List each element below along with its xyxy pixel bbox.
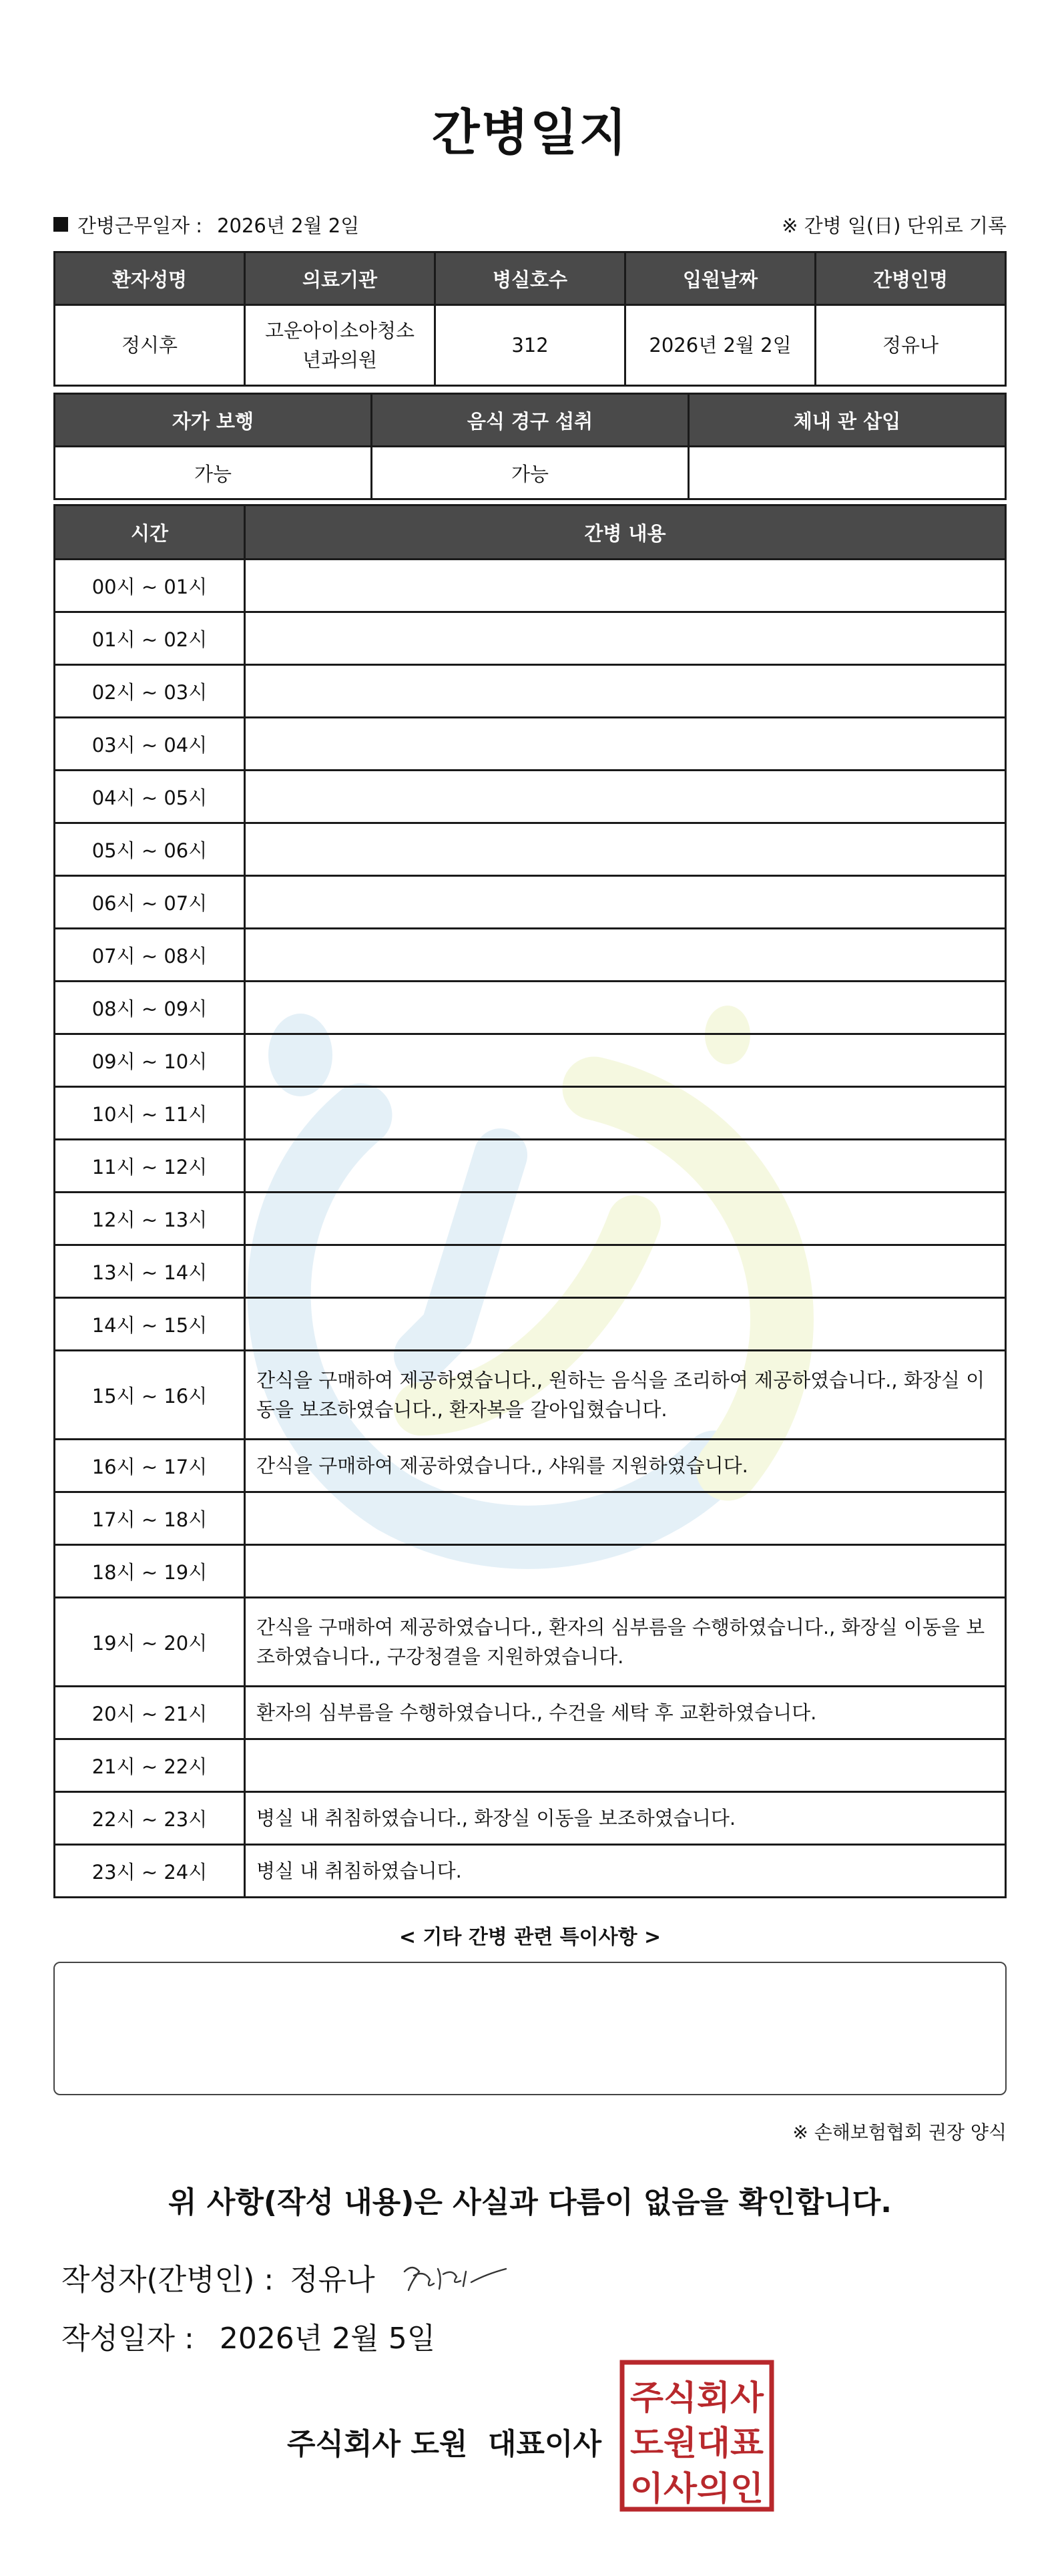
unit-note: ※ 간병 일(日) 단위로 기록 (782, 214, 1007, 237)
work-date-label: 간병근무일자 : (77, 214, 203, 237)
care-log-content: 병실 내 취침하였습니다. (245, 1845, 1006, 1898)
care-log-time: 05시 ~ 06시 (55, 823, 245, 876)
care-log-content (245, 823, 1006, 876)
care-log-header-row (55, 505, 1006, 560)
care-log-content (245, 665, 1006, 718)
care-log-time: 03시 ~ 04시 (55, 718, 245, 771)
care-log-row (55, 1087, 1006, 1140)
tube-insertion-value (689, 447, 1006, 499)
care-log-row (55, 1545, 1006, 1598)
care-log-row (55, 1845, 1006, 1898)
care-log-row (55, 876, 1006, 929)
care-log-row (55, 1492, 1006, 1545)
care-log-content (245, 560, 1006, 612)
care-log-time: 04시 ~ 05시 (55, 771, 245, 823)
care-log-time: 00시 ~ 01시 (55, 560, 245, 612)
care-log-content (245, 1193, 1006, 1245)
care-log-row (55, 982, 1006, 1034)
patient-name-value: 정시후 (55, 305, 245, 386)
care-log-time: 01시 ~ 02시 (55, 612, 245, 665)
care-log-time: 16시 ~ 17시 (55, 1440, 245, 1492)
care-log-content: 간식을 구매하여 제공하였습니다., 환자의 심부름을 수행하였습니다., 화장실 이동을 보조하였습니다., 구강청결을 지원하였습니다. (245, 1598, 1006, 1687)
source-note: ※ 손해보험협회 권장 양식 (792, 2121, 1007, 2143)
handwritten-signature-icon (399, 2257, 513, 2297)
care-log-time: 14시 ~ 15시 (55, 1298, 245, 1351)
care-log-content (245, 718, 1006, 771)
admission-date-value: 2026년 2월 2일 (625, 305, 816, 386)
care-log-row (55, 929, 1006, 982)
company-seal-icon (619, 2360, 774, 2512)
care-log-row (55, 1792, 1006, 1845)
care-log-time: 15시 ~ 16시 (55, 1351, 245, 1440)
patient-info-header-row (55, 252, 1006, 305)
care-log-content (245, 1087, 1006, 1140)
svg-text:주식회사: 주식회사 (630, 2378, 764, 2417)
care-log-row (55, 823, 1006, 876)
header-oral-intake: 음식 경구 섭취 (372, 394, 689, 447)
care-log-content (245, 982, 1006, 1034)
square-bullet-icon (53, 217, 68, 232)
header-room-number: 병실호수 (435, 252, 625, 305)
care-log-content (245, 1034, 1006, 1087)
care-log-content: 병실 내 취침하였습니다., 화장실 이동을 보조하였습니다. (245, 1792, 1006, 1845)
confirmation-statement: 위 사항(작성 내용)은 사실과 다름이 없음을 확인합니다. (168, 2185, 892, 2219)
care-log-row (55, 771, 1006, 823)
care-log-row (55, 1598, 1006, 1687)
care-log-row (55, 1193, 1006, 1245)
care-log-row (55, 1351, 1006, 1440)
care-log-time: 20시 ~ 21시 (55, 1687, 245, 1739)
svg-text:도원대표: 도원대표 (630, 2424, 764, 2462)
meta-row (53, 211, 1007, 238)
header-self-walking: 자가 보행 (55, 394, 372, 447)
care-log-content (245, 1140, 1006, 1193)
care-log-time: 02시 ~ 03시 (55, 665, 245, 718)
care-log-content: 간식을 구매하여 제공하였습니다., 원하는 음식을 조리하여 제공하였습니다., 화장실 이동을 보조하였습니다., 환자복을 갈아입혔습니다. (245, 1351, 1006, 1440)
care-log-content: 간식을 구매하여 제공하였습니다., 샤워를 지원하였습니다. (245, 1440, 1006, 1492)
status-header-row (55, 394, 1006, 447)
care-log-time: 22시 ~ 23시 (55, 1792, 245, 1845)
header-patient-name: 환자성명 (55, 252, 245, 305)
header-caregiver-name: 간병인명 (816, 252, 1006, 305)
care-log-row (55, 1687, 1006, 1739)
status-value-row (55, 447, 1006, 499)
care-log-row (55, 612, 1006, 665)
notes-content (55, 1963, 1005, 1984)
caregiver-name-value: 정유나 (816, 305, 1006, 386)
care-log-row (55, 560, 1006, 612)
care-log-content (245, 876, 1006, 929)
care-log-row (55, 1440, 1006, 1492)
care-log-row (55, 1245, 1006, 1298)
work-date-value: 2026년 2월 2일 (217, 214, 360, 237)
care-log-time: 23시 ~ 24시 (55, 1845, 245, 1898)
care-log-row (55, 1298, 1006, 1351)
care-log-row (55, 718, 1006, 771)
care-log-time: 07시 ~ 08시 (55, 929, 245, 982)
care-log-body (55, 560, 1006, 1898)
care-log-content (245, 1739, 1006, 1792)
care-log-row (55, 1140, 1006, 1193)
patient-info-value-row (55, 305, 1006, 386)
care-log-content (245, 612, 1006, 665)
care-log-content (245, 771, 1006, 823)
care-log-time: 11시 ~ 12시 (55, 1140, 245, 1193)
care-log-table (53, 504, 1007, 1898)
notes-title: < 기타 간병 관련 특이사항 > (399, 1926, 661, 1949)
header-tube-insertion: 체내 관 삽입 (689, 394, 1006, 447)
care-log-content (245, 1245, 1006, 1298)
care-log-time: 18시 ~ 19시 (55, 1545, 245, 1598)
document-title: 간병일지 (432, 104, 628, 162)
notes-box (53, 1962, 1007, 2095)
care-log-time: 09시 ~ 10시 (55, 1034, 245, 1087)
care-log-row (55, 1739, 1006, 1792)
company-representative: 주식회사 도원 대표이사 (287, 2427, 601, 2461)
care-log-content (245, 1545, 1006, 1598)
header-institution: 의료기관 (245, 252, 435, 305)
care-log-content (245, 929, 1006, 982)
header-time: 시간 (55, 505, 245, 560)
self-walking-value: 가능 (55, 447, 372, 499)
care-log-content: 환자의 심부름을 수행하였습니다., 수건을 세탁 후 교환하였습니다. (245, 1687, 1006, 1739)
care-log-time: 06시 ~ 07시 (55, 876, 245, 929)
care-log-time: 08시 ~ 09시 (55, 982, 245, 1034)
writer-line (61, 2256, 513, 2298)
care-log-time: 21시 ~ 22시 (55, 1739, 245, 1792)
care-log-time: 19시 ~ 20시 (55, 1598, 245, 1687)
care-log-content (245, 1298, 1006, 1351)
writer-label: 작성자(간병인) : (61, 2263, 274, 2297)
written-date-line (61, 2314, 435, 2357)
work-date (53, 211, 359, 238)
care-log-row (55, 1034, 1006, 1087)
care-log-content (245, 1492, 1006, 1545)
svg-text:이사의인: 이사의인 (630, 2469, 764, 2508)
room-number-value: 312 (435, 305, 625, 386)
written-date-value: 2026년 2월 5일 (219, 2322, 436, 2356)
written-date-label: 작성일자 : (61, 2322, 194, 2356)
institution-value: 고운아이소아청소년과의원 (245, 305, 435, 386)
oral-intake-value: 가능 (372, 447, 689, 499)
care-log-time: 10시 ~ 11시 (55, 1087, 245, 1140)
care-log-time: 13시 ~ 14시 (55, 1245, 245, 1298)
writer-name: 정유나 (290, 2263, 375, 2297)
care-log-time: 12시 ~ 13시 (55, 1193, 245, 1245)
header-admission-date: 입원날짜 (625, 252, 816, 305)
care-log-time: 17시 ~ 18시 (55, 1492, 245, 1545)
patient-status-table (53, 393, 1007, 500)
patient-info-table (53, 251, 1007, 387)
care-log-row (55, 665, 1006, 718)
header-care-content: 간병 내용 (245, 505, 1006, 560)
